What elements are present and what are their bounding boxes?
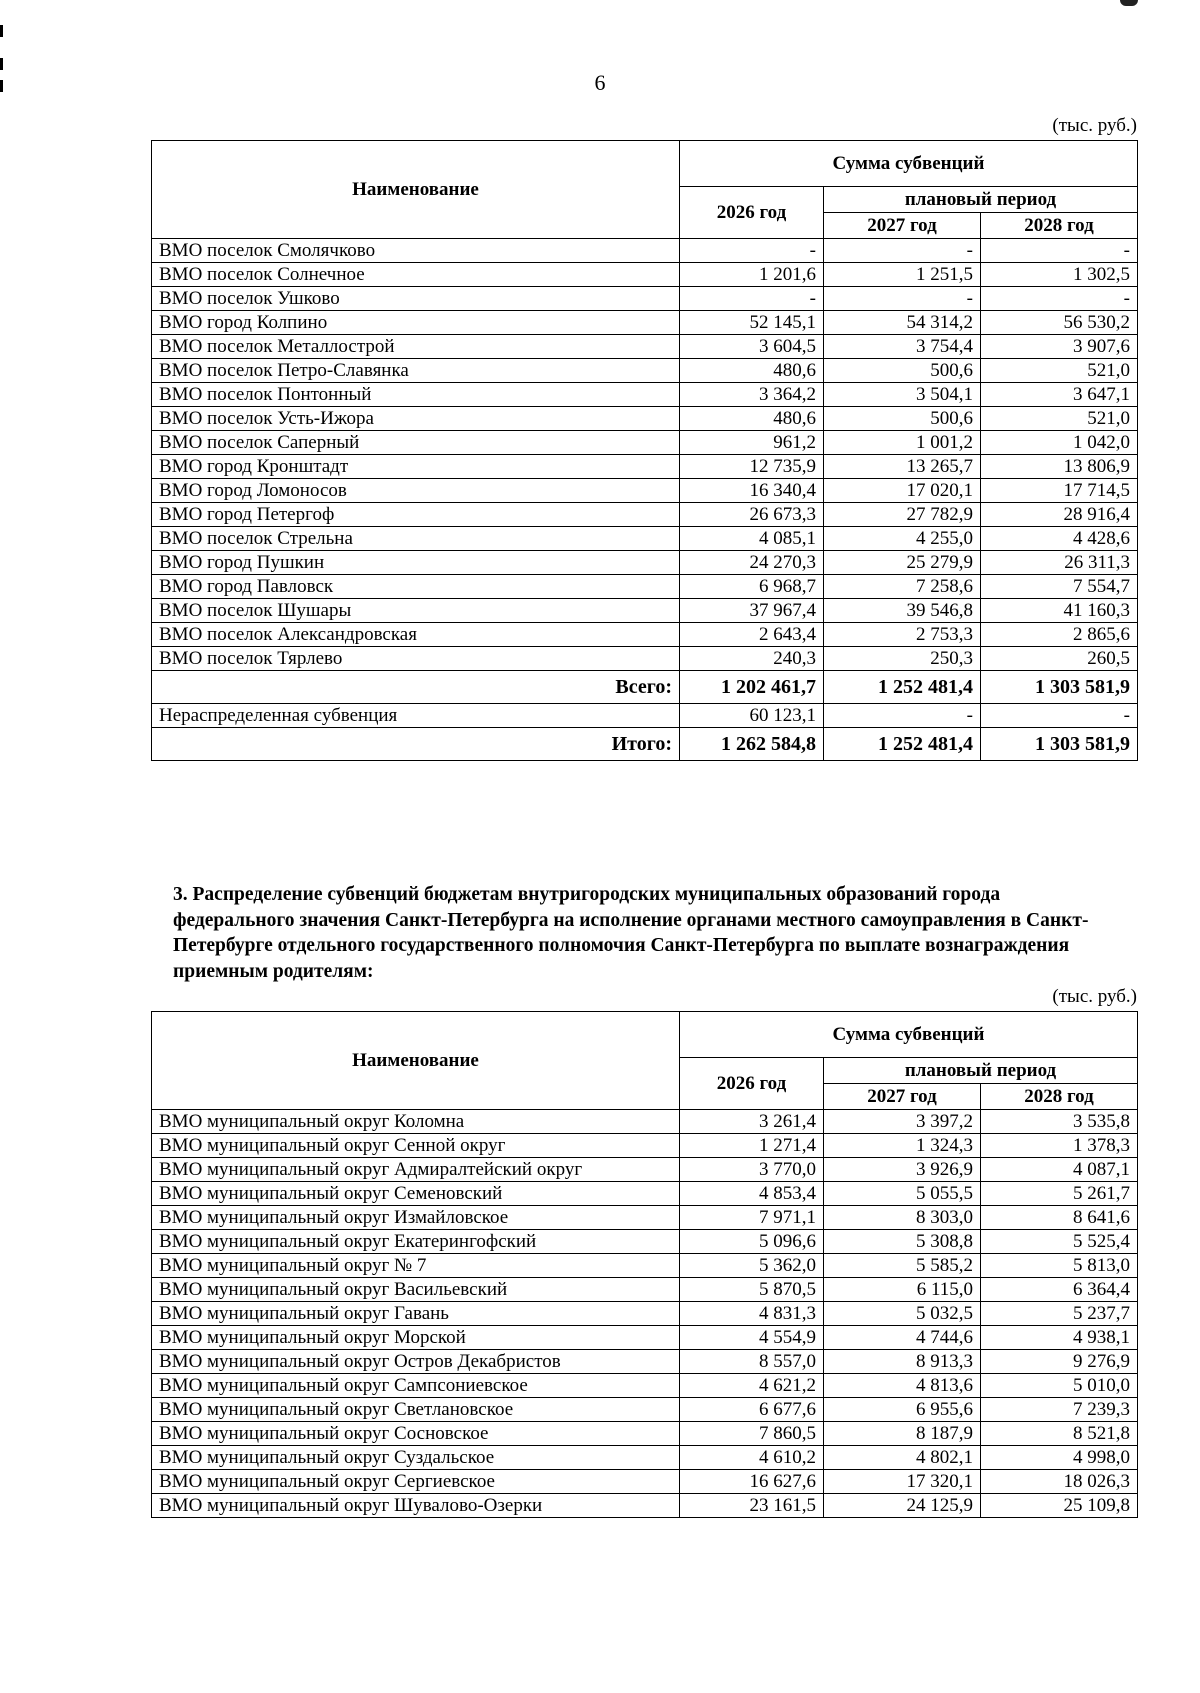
row-2026: 7 971,1 [680,1206,824,1230]
undistributed-2026: 60 123,1 [680,704,824,728]
table-row [152,503,1138,527]
grand-total-label: Итого: [152,728,680,761]
table-row [152,407,1138,431]
row-2028: 7 239,3 [981,1398,1138,1422]
row-2026: 480,6 [680,359,824,383]
row-2028: 56 530,2 [981,311,1138,335]
row-2027: 5 585,2 [824,1254,981,1278]
table-row [152,623,1138,647]
row-name: ВМО муниципальный округ № 7 [152,1254,680,1278]
row-2027: 4 813,6 [824,1374,981,1398]
row-2028: 1 302,5 [981,263,1138,287]
row-2028: 521,0 [981,407,1138,431]
row-2027: 4 744,6 [824,1326,981,1350]
row-2027: 1 324,3 [824,1134,981,1158]
table-row [152,1422,1138,1446]
row-2027: - [824,287,981,311]
table-row [152,287,1138,311]
row-name: ВМО город Пушкин [152,551,680,575]
undistributed-name: Нераспределенная субвенция [152,704,680,728]
scan-artifact-mark [1120,0,1138,6]
row-2027: 4 255,0 [824,527,981,551]
row-2028: 4 087,1 [981,1158,1138,1182]
row-2026: 37 967,4 [680,599,824,623]
table-1-body [152,239,1138,671]
row-2027: 1 251,5 [824,263,981,287]
header-2027: 2027 год [824,1084,981,1110]
row-2026: 3 604,5 [680,335,824,359]
table-row [152,431,1138,455]
row-2027: 1 001,2 [824,431,981,455]
table-row [152,383,1138,407]
row-2027: 500,6 [824,359,981,383]
row-2026: 5 096,6 [680,1230,824,1254]
row-2027: 6 115,0 [824,1278,981,1302]
section-3-title: 3. Распределение субвенций бюджетам внутригородских муниципальных образований города федерального значения Санкт-Петербурга на исполнение органами местного самоуправления в Санкт-Петербурге отдельного государственного полномочия Санкт-Петербурга по выплате вознаграждения приемным родителям: [173,884,1089,982]
table-row [152,1134,1138,1158]
row-name: ВМО поселок Саперный [152,431,680,455]
row-name: ВМО город Кронштадт [152,455,680,479]
row-2027: 5 032,5 [824,1302,981,1326]
table-row [152,1278,1138,1302]
table-row [152,239,1138,263]
row-name: ВМО муниципальный округ Екатерингофский [152,1230,680,1254]
table-row [152,551,1138,575]
total-2027: 1 252 481,4 [824,671,981,704]
row-2027: - [824,239,981,263]
row-name: ВМО поселок Александровская [152,623,680,647]
row-name: ВМО поселок Стрельна [152,527,680,551]
row-2027: 27 782,9 [824,503,981,527]
row-2026: - [680,287,824,311]
row-2026: 240,3 [680,647,824,671]
row-2027: 5 308,8 [824,1230,981,1254]
grand-total-2028: 1 303 581,9 [981,728,1138,761]
row-2028: 13 806,9 [981,455,1138,479]
row-2027: 8 913,3 [824,1350,981,1374]
row-2026: - [680,239,824,263]
row-2028: 7 554,7 [981,575,1138,599]
row-2027: 4 802,1 [824,1446,981,1470]
table-row [152,479,1138,503]
table-row [152,263,1138,287]
grand-total-2026: 1 262 584,8 [680,728,824,761]
row-2028: 41 160,3 [981,599,1138,623]
grand-total-2027: 1 252 481,4 [824,728,981,761]
row-2028: 5 813,0 [981,1254,1138,1278]
table-row [152,359,1138,383]
table-row [152,455,1138,479]
table-2-container [151,1011,1137,1518]
row-2026: 16 627,6 [680,1470,824,1494]
row-2026: 961,2 [680,431,824,455]
row-2026: 6 968,7 [680,575,824,599]
header-name: Наименование [152,141,680,239]
row-2028: 26 311,3 [981,551,1138,575]
table-row [152,1494,1138,1518]
total-label: Всего: [152,671,680,704]
row-name: ВМО поселок Солнечное [152,263,680,287]
row-2028: 5 525,4 [981,1230,1138,1254]
total-2026: 1 202 461,7 [680,671,824,704]
table-row [152,1110,1138,1134]
row-2026: 1 201,6 [680,263,824,287]
table-row [152,1470,1138,1494]
header-sum: Сумма субвенций [680,141,1138,187]
table-row [152,311,1138,335]
table-1-container [151,140,1137,761]
row-2026: 4 621,2 [680,1374,824,1398]
row-name: ВМО город Павловск [152,575,680,599]
row-2028: 5 261,7 [981,1182,1138,1206]
header-2026: 2026 год [680,1058,824,1110]
undistributed-row [152,704,1138,728]
row-name: ВМО муниципальный округ Морской [152,1326,680,1350]
table-row [152,1254,1138,1278]
header-name: Наименование [152,1012,680,1110]
row-2026: 26 673,3 [680,503,824,527]
row-2026: 8 557,0 [680,1350,824,1374]
header-2028: 2028 год [981,1084,1138,1110]
row-2026: 3 261,4 [680,1110,824,1134]
row-name: ВМО муниципальный округ Семеновский [152,1182,680,1206]
table-row [152,599,1138,623]
row-2028: 4 428,6 [981,527,1138,551]
row-2026: 16 340,4 [680,479,824,503]
total-row [152,671,1138,704]
table-row [152,1326,1138,1350]
row-2026: 3 364,2 [680,383,824,407]
row-2028: 17 714,5 [981,479,1138,503]
row-2026: 1 271,4 [680,1134,824,1158]
row-name: ВМО поселок Ушково [152,287,680,311]
undistributed-2027: - [824,704,981,728]
table-row [152,647,1138,671]
row-2028: 3 647,1 [981,383,1138,407]
row-2028: 25 109,8 [981,1494,1138,1518]
row-2027: 5 055,5 [824,1182,981,1206]
row-2026: 23 161,5 [680,1494,824,1518]
row-name: ВМО муниципальный округ Остров Декабристов [152,1350,680,1374]
table-2-body [152,1110,1138,1518]
row-2026: 6 677,6 [680,1398,824,1422]
row-2026: 4 554,9 [680,1326,824,1350]
row-2028: 3 535,8 [981,1110,1138,1134]
row-name: ВМО поселок Металлострой [152,335,680,359]
row-2028: - [981,287,1138,311]
row-name: ВМО поселок Усть-Ижора [152,407,680,431]
row-name: ВМО муниципальный округ Светлановское [152,1398,680,1422]
row-2027: 3 504,1 [824,383,981,407]
table-row [152,1446,1138,1470]
row-2028: 4 998,0 [981,1446,1138,1470]
table-row [152,1374,1138,1398]
row-name: ВМО муниципальный округ Гавань [152,1302,680,1326]
row-2026: 52 145,1 [680,311,824,335]
row-2027: 3 926,9 [824,1158,981,1182]
row-2028: 1 378,3 [981,1134,1138,1158]
table-row [152,1158,1138,1182]
row-name: ВМО муниципальный округ Шувалово-Озерки [152,1494,680,1518]
row-2026: 3 770,0 [680,1158,824,1182]
row-name: ВМО муниципальный округ Сергиевское [152,1470,680,1494]
table-row [152,1302,1138,1326]
header-2026: 2026 год [680,187,824,239]
row-2027: 8 187,9 [824,1422,981,1446]
page-number: 6 [594,70,606,95]
scan-edge-mark [0,58,3,70]
header-sum: Сумма субвенций [680,1012,1138,1058]
subventions-table-2 [151,1011,1138,1518]
row-2026: 480,6 [680,407,824,431]
row-2026: 2 643,4 [680,623,824,647]
row-2028: 260,5 [981,647,1138,671]
row-2028: 3 907,6 [981,335,1138,359]
header-planned-period: плановый период [824,1058,1138,1084]
row-2027: 8 303,0 [824,1206,981,1230]
row-2028: 8 641,6 [981,1206,1138,1230]
row-name: ВМО поселок Смолячково [152,239,680,263]
row-2028: 5 010,0 [981,1374,1138,1398]
row-2026: 4 085,1 [680,527,824,551]
row-2026: 24 270,3 [680,551,824,575]
row-2027: 250,3 [824,647,981,671]
row-2027: 17 020,1 [824,479,981,503]
row-2027: 3 397,2 [824,1110,981,1134]
row-2028: 8 521,8 [981,1422,1138,1446]
row-2027: 2 753,3 [824,623,981,647]
row-name: ВМО поселок Понтонный [152,383,680,407]
row-2028: 4 938,1 [981,1326,1138,1350]
row-2026: 5 362,0 [680,1254,824,1278]
row-name: ВМО поселок Петро-Славянка [152,359,680,383]
row-name: ВМО муниципальный округ Измайловское [152,1206,680,1230]
table-row [152,1206,1138,1230]
header-2028: 2028 год [981,213,1138,239]
row-2027: 17 320,1 [824,1470,981,1494]
row-2027: 13 265,7 [824,455,981,479]
row-name: ВМО муниципальный округ Васильевский [152,1278,680,1302]
row-name: ВМО поселок Тярлево [152,647,680,671]
row-name: ВМО город Колпино [152,311,680,335]
units-label: (тыс. руб.) [1052,115,1137,136]
row-2028: 9 276,9 [981,1350,1138,1374]
row-name: ВМО город Петергоф [152,503,680,527]
row-2027: 500,6 [824,407,981,431]
row-2028: 5 237,7 [981,1302,1138,1326]
row-2026: 4 610,2 [680,1446,824,1470]
row-2028: 6 364,4 [981,1278,1138,1302]
subventions-table-1 [151,140,1138,761]
row-2027: 54 314,2 [824,311,981,335]
units-label: (тыс. руб.) [1052,986,1137,1007]
row-name: ВМО муниципальный округ Сампсониевское [152,1374,680,1398]
table-row [152,1230,1138,1254]
row-2028: 18 026,3 [981,1470,1138,1494]
table-row [152,527,1138,551]
table-row [152,335,1138,359]
table-row [152,1350,1138,1374]
row-2028: 28 916,4 [981,503,1138,527]
row-2027: 3 754,4 [824,335,981,359]
table-row [152,575,1138,599]
row-2026: 7 860,5 [680,1422,824,1446]
row-name: ВМО муниципальный округ Суздальское [152,1446,680,1470]
row-2028: - [981,239,1138,263]
table-row [152,1398,1138,1422]
grand-total-row [152,728,1138,761]
row-2028: 521,0 [981,359,1138,383]
header-2027: 2027 год [824,213,981,239]
row-2027: 24 125,9 [824,1494,981,1518]
row-2026: 4 853,4 [680,1182,824,1206]
total-2028: 1 303 581,9 [981,671,1138,704]
row-name: ВМО муниципальный округ Сосновское [152,1422,680,1446]
row-2026: 12 735,9 [680,455,824,479]
scan-edge-mark [0,25,3,37]
row-2026: 4 831,3 [680,1302,824,1326]
row-2027: 25 279,9 [824,551,981,575]
row-name: ВМО муниципальный округ Сенной округ [152,1134,680,1158]
row-2026: 5 870,5 [680,1278,824,1302]
row-2028: 2 865,6 [981,623,1138,647]
row-2027: 39 546,8 [824,599,981,623]
header-planned-period: плановый период [824,187,1138,213]
row-name: ВМО город Ломоносов [152,479,680,503]
row-name: ВМО муниципальный округ Адмиралтейский округ [152,1158,680,1182]
row-2028: 1 042,0 [981,431,1138,455]
row-name: ВМО поселок Шушары [152,599,680,623]
row-2027: 6 955,6 [824,1398,981,1422]
row-2027: 7 258,6 [824,575,981,599]
row-name: ВМО муниципальный округ Коломна [152,1110,680,1134]
table-row [152,1182,1138,1206]
undistributed-2028: - [981,704,1138,728]
